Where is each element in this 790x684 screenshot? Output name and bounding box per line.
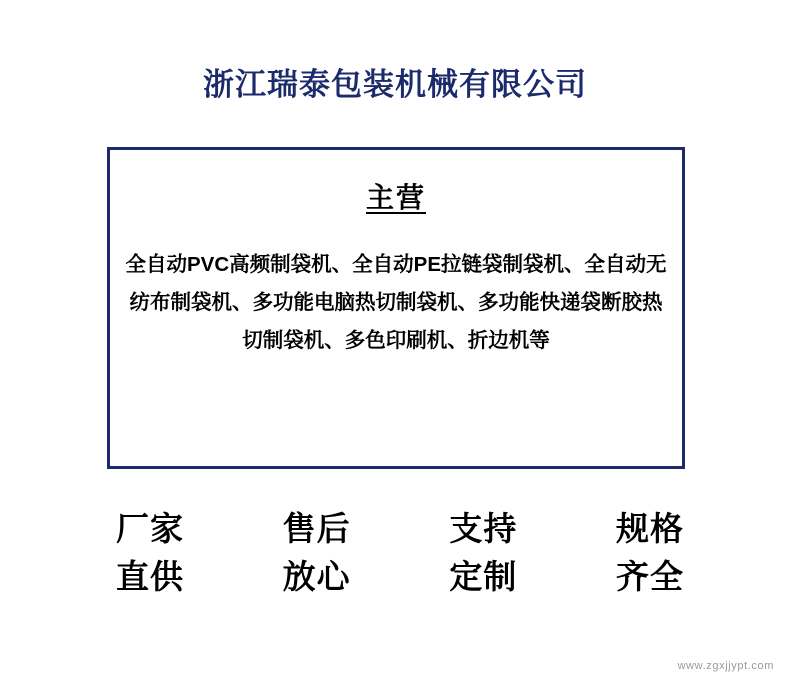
- feature-line-2: 直供: [116, 557, 184, 595]
- feature-item-after-sales: [257, 505, 377, 601]
- feature-item-customization: [423, 505, 543, 601]
- feature-line-2: 定制: [449, 557, 518, 595]
- main-products-box: [107, 147, 685, 469]
- feature-row: [90, 505, 710, 601]
- main-products-list: 全自动PVC高频制袋机、全自动PE拉链袋制袋机、全自动无纺布制袋机、多功能电脑热切制袋机、多功能快递袋断胶热切制袋机、多色印刷机、折边机等: [125, 253, 667, 352]
- feature-line-1: 厂家: [116, 510, 184, 547]
- feature-line-2: 放心: [282, 557, 351, 595]
- main-products-heading: 主营: [365, 182, 426, 213]
- feature-line-1: 支持: [449, 510, 518, 547]
- feature-line-1: 售后: [282, 510, 351, 547]
- feature-line-1: 规格: [615, 510, 684, 547]
- feature-line-2: 齐全: [615, 557, 684, 595]
- company-title: 浙江瑞泰包装机械有限公司: [203, 67, 587, 102]
- site-watermark: www.zgxjjypt.com: [677, 660, 774, 672]
- feature-item-factory-supply: [90, 505, 210, 601]
- feature-item-full-specs: [590, 505, 710, 601]
